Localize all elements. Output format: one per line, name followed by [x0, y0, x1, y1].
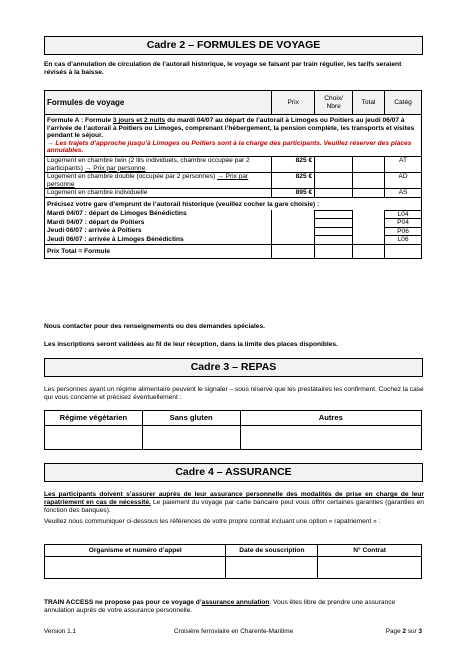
cadre3-title: Cadre 3 – REPAS: [44, 358, 423, 377]
lodging-single-total[interactable]: [353, 189, 385, 198]
cadre4-final: [44, 599, 424, 615]
formule-a-warning: → Les trajets d’approche jusqu’à Limoges ou Poitiers sont à la charge des participants. Veuillez réserver des places annulables.: [47, 139, 412, 155]
price-total-label: Prix Total = Formule: [45, 244, 272, 258]
lodging-double-cat: AD: [385, 173, 422, 189]
cadre4-para1-rest: Le paiement du voyage par carte bancaire peut vous offrir certaines garanties (garanties en fonction des banques).: [44, 499, 424, 515]
header-formules: Formules de voyage: [45, 91, 272, 115]
cadre4-para1: [44, 491, 424, 516]
header-choix: Choix/ Nbre: [315, 91, 353, 115]
repas-col-autres: Autres: [240, 411, 421, 426]
lodging-twin-total[interactable]: [353, 156, 385, 172]
cadre4-para2: Veuillez nous communiquer ci-dessous les références de votre propre contrat incluant une option « rapatriement » :: [44, 518, 381, 525]
repas-sans-gluten-checkbox[interactable]: [142, 426, 240, 450]
lodging-double-text: Logement en chambre double (occupée par 2 personnes): [47, 173, 216, 181]
lodging-twin-cat: AT: [385, 156, 422, 172]
lodging-single-price: 895 €: [272, 189, 315, 198]
formule-a-text: du mardi 04/07 au départ de l’autorail à Limoges ou Poitiers au jeudi 06/07 à l’arrivée de l’autorail à Poitiers ou Limoges, comprenant l’hébergement, la pension complète, les transports et visites pendant le séjour.: [47, 117, 415, 140]
cadre2-intro: En cas d’annulation de circulation de l’autorail historique, le voyage se faisant par train régulier, les tarifs seraient révisés à la baisse.: [44, 61, 402, 77]
station-row: [45, 219, 422, 228]
assurance-date-field[interactable]: [226, 557, 318, 579]
assurance-col-organisme: Organisme et numéro d’appel: [45, 545, 226, 557]
lodging-single-text: Logement en chambre individuelle: [45, 189, 272, 198]
assurance-organisme-field[interactable]: [45, 557, 226, 579]
lodging-double-price: 825 €: [272, 173, 315, 189]
lodging-single-cat: AS: [385, 189, 422, 198]
lodging-twin-text: Logement en chambre twin (2 lits individuels, chambre occupée par 2 participants): [47, 156, 250, 172]
lodging-row-double: [45, 173, 422, 189]
lodging-twin-choice[interactable]: [315, 156, 353, 172]
inscriptions-note: Les inscriptions seront validées au fil de leur réception, dans la limite des places disponibles.: [44, 341, 338, 348]
formule-a-label: Formule A : Formule: [47, 117, 113, 124]
station-prompt: Précisez votre gare d’emprunt de l’autorail historique (veuillez cocher la gare choisie) :: [45, 197, 422, 210]
footer-page-num: 2: [402, 628, 406, 635]
footer-page: [386, 628, 422, 636]
station-text-2: Jeudi 06/07 : arrivée à Poitiers: [45, 227, 272, 236]
formule-a-duration: 3 jours et 2 nuits: [112, 117, 166, 124]
footer-page-total: 3: [418, 628, 422, 635]
lodging-double-choice[interactable]: [315, 173, 353, 189]
cadre4-final-bold: TRAIN ACCESS ne propose pas pour ce voyage d’: [44, 599, 202, 606]
cadre2-title: Cadre 2 – FORMULES DE VOYAGE: [44, 36, 423, 55]
repas-vegetarien-checkbox[interactable]: [45, 426, 143, 450]
lodging-row-twin: [45, 156, 422, 172]
station-text-1: Mardi 04/07 : départ de Poitiers: [45, 219, 272, 228]
contact-note: Nous contacter pour des renseignements ou des demandes spéciales.: [44, 323, 265, 330]
station-row: [45, 210, 422, 219]
station-text-3: Jeudi 06/07 : arrivée à Limoges Bénédictins: [45, 236, 272, 245]
assurance-col-contrat: N° Contrat: [318, 545, 422, 557]
price-total-value[interactable]: [353, 244, 385, 258]
cadre3-intro: Les personnes ayant un régime alimentaire peuvent le signaler – sous réserve que les prestataires les confirment. Cochez la case qui vous concerne et précisez éventuellement :: [44, 386, 424, 402]
footer-center: Croisière ferroviaire en Charente-Maritime: [173, 628, 294, 635]
cadre4-title: Cadre 4 – ASSURANCE: [44, 463, 423, 482]
station-checkbox-0[interactable]: [315, 210, 353, 219]
cadre4-final-rest: . Vous êtes libre de prendre une assurance annulation auprès de votre assurance personnelle.: [44, 599, 396, 615]
station-row: [45, 236, 422, 245]
station-row: [45, 227, 422, 236]
repas-col-vegetarien: Régime végétarien: [45, 411, 143, 426]
lodging-single-choice[interactable]: [315, 189, 353, 198]
header-categ: Catég: [385, 91, 422, 115]
station-code-0: L04: [385, 210, 422, 219]
lodging-twin-per-person: → Prix par personne: [84, 164, 146, 172]
station-checkbox-1[interactable]: [315, 219, 353, 228]
lodging-double-total[interactable]: [353, 173, 385, 189]
cadre4-para1-underlined: Les participants doivent s’assurer auprès de leur assurance personnelle des modalités de prise en charge de leur rapatriement en cas de nécessité.: [44, 491, 424, 507]
repas-table: [44, 410, 422, 450]
footer-version: Version 1.1: [44, 628, 76, 635]
assurance-table: [44, 544, 422, 579]
assurance-contrat-field[interactable]: [318, 557, 422, 579]
footer-page-prefix: Page: [385, 628, 403, 635]
lodging-double-per-person: → Prix par personne: [47, 173, 249, 188]
assurance-col-date: Date de souscription: [226, 545, 318, 557]
station-code-1: P04: [385, 219, 422, 228]
header-total: Total: [353, 91, 385, 115]
formule-a-cell: [45, 115, 422, 157]
footer-page-mid: sur: [406, 628, 419, 635]
station-code-3: L06: [385, 236, 422, 245]
cadre4-final-underlined: assurance annulation: [201, 599, 270, 606]
station-checkbox-2[interactable]: [315, 227, 353, 236]
station-text-0: Mardi 04/07 : départ de Limoges Bénédictins: [45, 210, 272, 219]
repas-col-sans-gluten: Sans gluten: [142, 411, 240, 426]
station-checkbox-3[interactable]: [315, 236, 353, 245]
repas-autres-field[interactable]: [240, 426, 421, 450]
formules-table: [44, 90, 422, 259]
lodging-row-single: [45, 189, 422, 198]
station-code-2: P06: [385, 227, 422, 236]
header-prix: Prix: [272, 91, 315, 115]
lodging-twin-price: 825 €: [272, 156, 315, 172]
